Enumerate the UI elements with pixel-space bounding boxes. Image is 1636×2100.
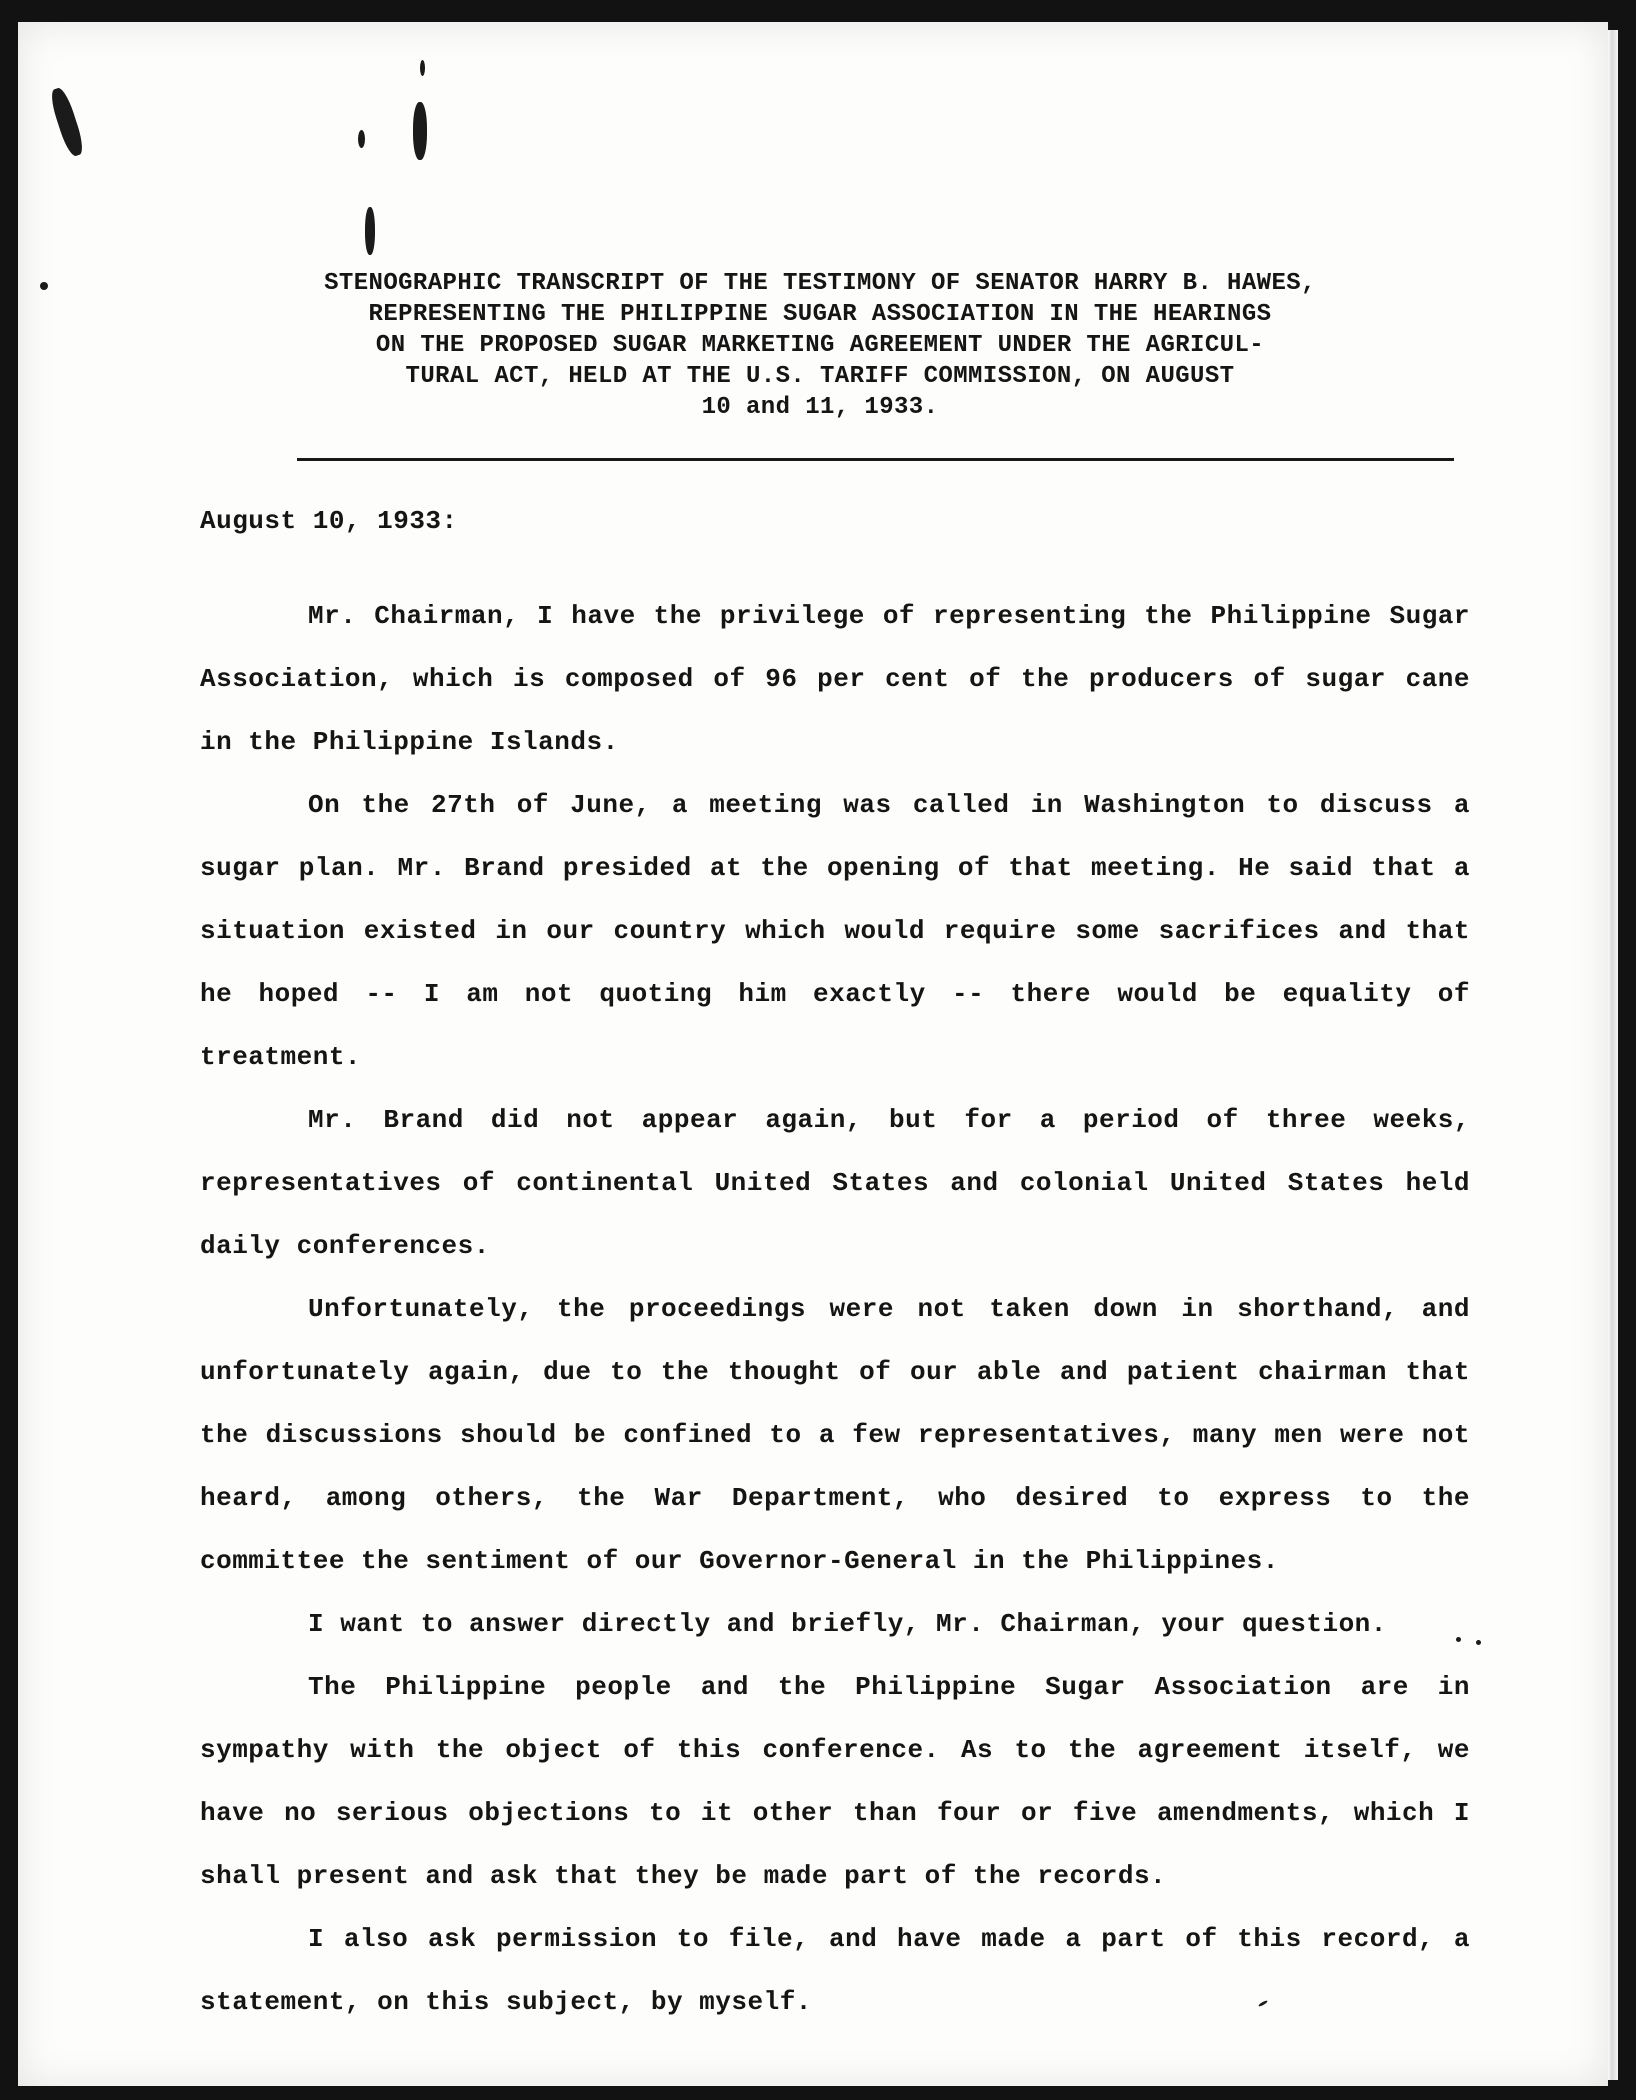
- paragraph: On the 27th of June, a meeting was called in Washington to discuss a sugar plan. Mr. Brand presided at the opening of that meeting. He said that a situation existed in our country which would require some sacrifices and that he hoped -- I am not quoting him exactly -- there would be equality of treatment.: [200, 790, 1470, 1072]
- paragraph: The Philippine people and the Philippine Sugar Association are in sympathy with the object of this conference. As to the agreement itself, we have no serious objections to it other than four or five amendments, which I shall present and ask that they be made part of the records.: [200, 1672, 1470, 1891]
- paper-edge: [1608, 30, 1618, 2080]
- transcript-body: [200, 490, 1470, 2034]
- heading-rule: [297, 458, 1454, 461]
- paragraph: I want to answer directly and briefly, Mr. Chairman, your question.: [308, 1609, 1387, 1639]
- ink-smudge: [40, 282, 48, 290]
- ink-smudge: [1476, 1640, 1481, 1645]
- ink-smudge: [413, 102, 427, 160]
- document-heading: STENOGRAPHIC TRANSCRIPT OF THE TESTIMONY OF SENATOR HARRY B. HAWES, REPRESENTING THE PHILIPPINE SUGAR ASSOCIATION IN THE HEARINGS ON THE PROPOSED SUGAR MARKETING AGREEMENT UNDER THE AGRICUL- TURAL ACT, HELD AT THE U.S. TARIFF COMMISSION, ON AUGUST 10 and 11, 1933.: [324, 270, 1316, 421]
- date-line: August 10, 1933:: [200, 506, 458, 536]
- paragraph: I also ask permission to file, and have made a part of this record, a statement, on this subject, by myself.: [200, 1924, 1470, 2017]
- paragraph: Mr. Brand did not appear again, but for a period of three weeks, representatives of continental United States and colonial United States held daily conferences.: [200, 1105, 1470, 1261]
- ink-smudge: [365, 207, 375, 255]
- ink-smudge: [420, 60, 425, 76]
- ink-smudge: [48, 86, 87, 158]
- ink-smudge: [358, 130, 365, 148]
- paragraph: Mr. Chairman, I have the privilege of representing the Philippine Sugar Association, which is composed of 96 per cent of the producers of sugar cane in the Philippine Islands.: [200, 601, 1470, 757]
- paragraph: Unfortunately, the proceedings were not taken down in shorthand, and unfortunately again, due to the thought of our able and patient chairman that the discussions should be confined to a few representatives, many men were not heard, among others, the War Department, who desired to express to the committee the sentiment of our Governor-General in the Philippines.: [200, 1294, 1470, 1576]
